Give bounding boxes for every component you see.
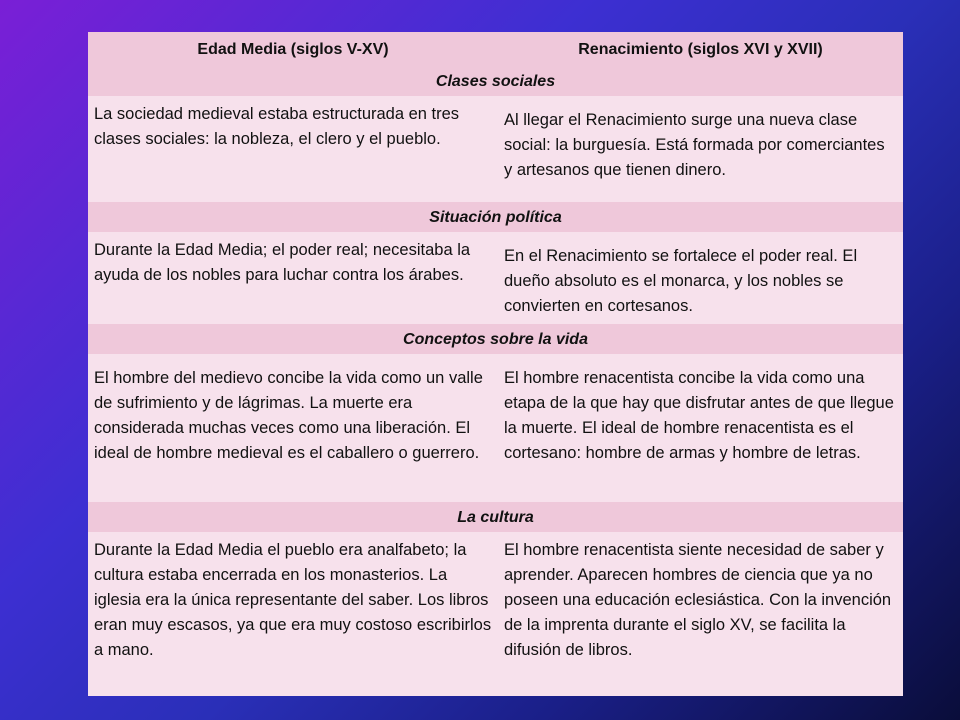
table-row [88, 232, 903, 324]
cell-renacimiento-politica: En el Renacimiento se fortalece el poder real. El dueño absoluto es el monarca, y los nobles se convierten en cortesanos. [498, 232, 903, 324]
table-row [88, 96, 903, 202]
table-row [88, 354, 903, 502]
comparison-table [88, 32, 903, 696]
section-title-la-cultura: La cultura [88, 502, 903, 532]
section-header-row [88, 202, 903, 232]
section-title-situacion-politica: Situación política [88, 202, 903, 232]
section-title-conceptos-vida: Conceptos sobre la vida [88, 324, 903, 354]
cell-edad-media-clases: La sociedad medieval estaba estructurada en tres clases sociales: la nobleza, el clero y el pueblo. [88, 96, 498, 202]
section-title-clases-sociales: Clases sociales [88, 66, 903, 96]
cell-renacimiento-vida: El hombre renacentista concibe la vida como una etapa de la que hay que disfrutar antes de que llegue la muerte. El ideal de hombre renacentista es el cortesano: hombre de armas y hombre de letras. [498, 354, 903, 502]
table-row [88, 532, 903, 696]
section-header-row [88, 324, 903, 354]
section-header-row [88, 66, 903, 96]
column-header-renacimiento: Renacimiento (siglos XVI y XVII) [498, 32, 903, 66]
cell-edad-media-vida: El hombre del medievo concibe la vida como un valle de sufrimiento y de lágrimas. La muerte era considerada muchas veces como una liberación. El ideal de hombre medieval es el caballero o guerrero. [88, 354, 498, 502]
section-header-row [88, 502, 903, 532]
column-header-edad-media: Edad Media (siglos V-XV) [88, 32, 498, 66]
table-header-row [88, 32, 903, 66]
cell-renacimiento-cultura: El hombre renacentista siente necesidad de saber y aprender. Aparecen hombres de ciencia que ya no poseen una educación eclesiástica. Con la invención de la imprenta durante el siglo XV, se facilita la difusión de libros. [498, 532, 903, 696]
cell-renacimiento-clases: Al llegar el Renacimiento surge una nueva clase social: la burguesía. Está formada por comerciantes y artesanos que tienen dinero. [498, 96, 903, 202]
cell-edad-media-cultura: Durante la Edad Media el pueblo era analfabeto; la cultura estaba encerrada en los monasterios. La iglesia era la única representante del saber. Los libros eran muy escasos, ya que era muy costoso escribirlos a mano. [88, 532, 498, 696]
cell-edad-media-politica: Durante la Edad Media; el poder real; necesitaba la ayuda de los nobles para luchar contra los árabes. [88, 232, 498, 324]
